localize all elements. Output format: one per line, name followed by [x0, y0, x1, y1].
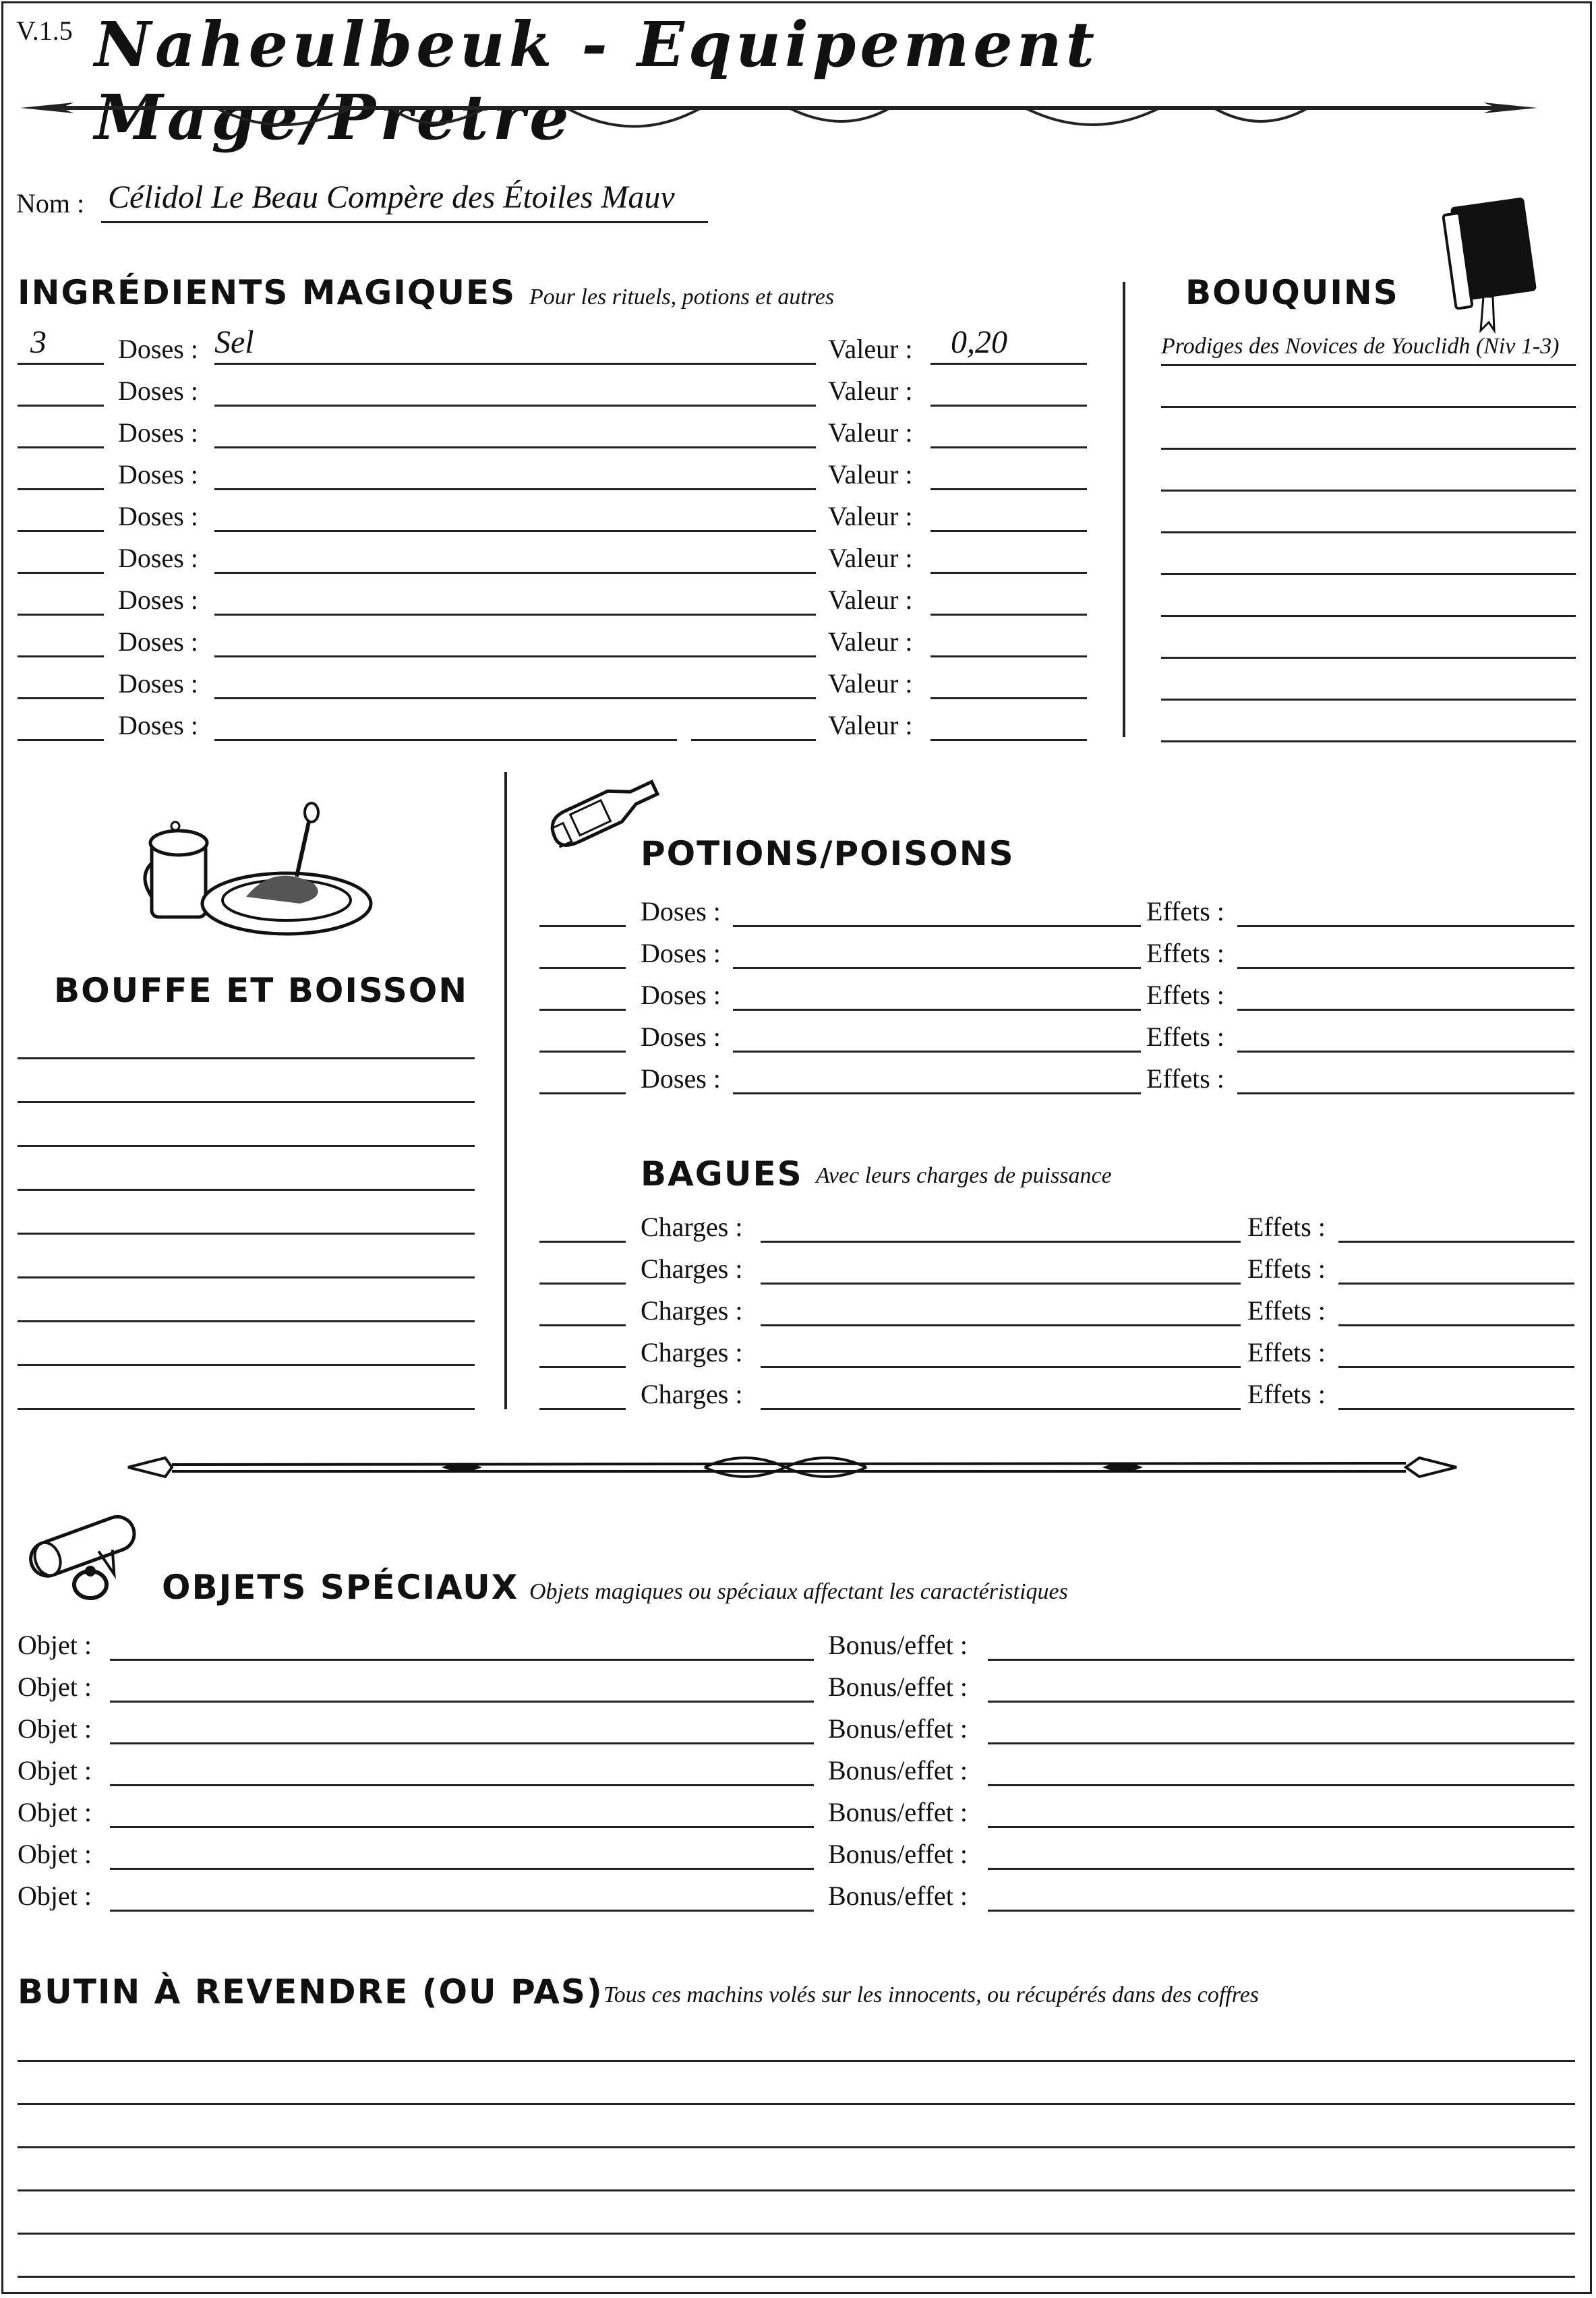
rings-title: BAGUES: [641, 1154, 803, 1194]
potion-name-field[interactable]: [733, 925, 1141, 927]
potion-effects-label: Effets :: [1146, 938, 1224, 968]
ingredient-name-field[interactable]: [214, 446, 816, 448]
special-subtitle: Objets magiques ou spéciaux affectant les caractéristiques: [529, 1579, 1068, 1604]
object-field[interactable]: [110, 1826, 814, 1828]
bonus-field[interactable]: [988, 1701, 1574, 1703]
book-line[interactable]: [1161, 699, 1576, 701]
book-line[interactable]: [1161, 406, 1576, 408]
staff-divider-icon: [125, 1448, 1460, 1489]
value-label: Valeur :: [828, 417, 913, 448]
potion-effects-field[interactable]: [1237, 1051, 1574, 1053]
bonus-label: Bonus/effet :: [828, 1839, 968, 1869]
bonus-label: Bonus/effet :: [828, 1630, 968, 1660]
potion-doses-label: Doses :: [641, 896, 721, 926]
ring-qty-field[interactable]: [539, 1408, 626, 1410]
object-label: Objet :: [18, 1839, 92, 1869]
bonus-field[interactable]: [988, 1826, 1574, 1828]
ingredient-name-field[interactable]: [214, 655, 816, 657]
food-plate-icon: [138, 802, 374, 944]
potion-doses-label: Doses :: [641, 1022, 721, 1052]
scroll-ring-icon: [16, 1509, 151, 1610]
food-line[interactable]: [18, 1276, 475, 1278]
food-line[interactable]: [18, 1364, 475, 1366]
ingredients-subtitle: Pour les rituels, potions et autres: [529, 285, 835, 310]
doses-label: Doses :: [118, 501, 198, 531]
potions-title: POTIONS/POISONS: [641, 834, 1015, 873]
doses-label: Doses :: [118, 334, 198, 364]
object-label: Objet :: [18, 1755, 92, 1786]
food-title: BOUFFE ET BOISSON: [54, 971, 469, 1010]
ingredient-name-field[interactable]: [214, 363, 816, 365]
ring-effects-field[interactable]: [1338, 1283, 1574, 1285]
bonus-label: Bonus/effet :: [828, 1713, 968, 1744]
potion-doses-label: Doses :: [641, 1063, 721, 1094]
bonus-field[interactable]: [988, 1659, 1574, 1661]
book-line[interactable]: [1161, 615, 1576, 617]
ingredients-books-divider: [1123, 282, 1125, 737]
ingredient-name-field[interactable]: [214, 739, 677, 741]
potion-doses-label: Doses :: [641, 980, 721, 1010]
value-label: Valeur :: [828, 376, 913, 406]
ring-effects-label: Effets :: [1247, 1337, 1326, 1367]
doses-label: Doses :: [118, 459, 198, 490]
object-field[interactable]: [110, 1701, 814, 1703]
page-title: Naheulbeuk - Equipement Mage/Pretre: [94, 8, 1099, 154]
ingredient-name-field[interactable]: [214, 614, 816, 616]
loot-line[interactable]: [18, 2233, 1575, 2235]
doses-label: Doses :: [118, 710, 198, 740]
ingredient-value-field[interactable]: [930, 572, 1087, 574]
bonus-label: Bonus/effet :: [828, 1881, 968, 1911]
potion-effects-label: Effets :: [1146, 980, 1224, 1010]
object-field[interactable]: [110, 1910, 814, 1912]
ring-charges-label: Charges :: [641, 1295, 743, 1326]
name-value[interactable]: Célidol Le Beau Compère des Étoiles Mauv: [108, 179, 675, 215]
value-label: Valeur :: [828, 585, 913, 615]
object-field[interactable]: [110, 1868, 814, 1870]
ring-charges-field[interactable]: [761, 1324, 1241, 1326]
ingredients-title: INGRÉDIENTS MAGIQUES: [18, 273, 516, 312]
loot-line[interactable]: [18, 2060, 1575, 2062]
ring-effects-label: Effets :: [1247, 1379, 1326, 1409]
ring-effects-label: Effets :: [1247, 1295, 1326, 1326]
loot-line[interactable]: [18, 2146, 1575, 2148]
book-line[interactable]: [1161, 740, 1576, 742]
food-line[interactable]: [18, 1145, 475, 1147]
book-line[interactable]: [1161, 531, 1576, 533]
potion-effects-field[interactable]: [1237, 1009, 1574, 1011]
ring-qty-field[interactable]: [539, 1366, 626, 1368]
ingredient-qty-field[interactable]: [18, 655, 104, 657]
loot-line[interactable]: [18, 2276, 1575, 2278]
ingredient-qty-value[interactable]: 3: [30, 324, 47, 360]
ingredient-name-field-extra[interactable]: [691, 739, 816, 741]
bonus-label: Bonus/effet :: [828, 1797, 968, 1827]
value-label: Valeur :: [828, 710, 913, 740]
book-line[interactable]: [1161, 364, 1576, 366]
object-label: Objet :: [18, 1797, 92, 1827]
ingredient-value-field[interactable]: [930, 739, 1087, 741]
ingredient-qty-field[interactable]: [18, 446, 104, 448]
potion-effects-label: Effets :: [1146, 1063, 1224, 1094]
loot-line[interactable]: [18, 2189, 1575, 2191]
ring-charges-label: Charges :: [641, 1254, 743, 1284]
ingredient-value-field[interactable]: [930, 655, 1087, 657]
ingredient-name-field[interactable]: [214, 697, 816, 699]
ingredient-qty-field[interactable]: [18, 488, 104, 490]
ingredient-value-field[interactable]: [930, 530, 1087, 532]
ingredient-name-field[interactable]: [214, 572, 816, 574]
potion-qty-field[interactable]: [539, 1092, 626, 1094]
potion-qty-field[interactable]: [539, 925, 626, 927]
special-title: OBJETS SPÉCIAUX: [162, 1568, 519, 1607]
book-line[interactable]: [1161, 573, 1576, 575]
ingredient-qty-field[interactable]: [18, 697, 104, 699]
ingredient-name-field[interactable]: [214, 488, 816, 490]
ring-charges-label: Charges :: [641, 1379, 743, 1409]
ring-charges-label: Charges :: [641, 1337, 743, 1367]
doses-label: Doses :: [118, 668, 198, 699]
ingredient-qty-field[interactable]: [18, 363, 104, 365]
ingredient-qty-field[interactable]: [18, 614, 104, 616]
book-line[interactable]: [1161, 448, 1576, 450]
value-label: Valeur :: [828, 501, 913, 531]
ingredient-qty-field[interactable]: [18, 739, 104, 741]
potion-name-field[interactable]: [733, 1051, 1141, 1053]
ring-effects-field[interactable]: [1338, 1366, 1574, 1368]
book-line[interactable]: [1161, 490, 1576, 492]
potion-effects-field[interactable]: [1237, 925, 1574, 927]
ingredient-value-field[interactable]: [930, 488, 1087, 490]
potion-effects-label: Effets :: [1146, 1022, 1224, 1052]
food-line[interactable]: [18, 1320, 475, 1322]
ring-effects-field[interactable]: [1338, 1324, 1574, 1326]
books-title: BOUQUINS: [1185, 273, 1399, 312]
loot-line[interactable]: [18, 2103, 1575, 2105]
potion-name-field[interactable]: [733, 1092, 1141, 1094]
bonus-label: Bonus/effet :: [828, 1672, 968, 1702]
bonus-field[interactable]: [988, 1868, 1574, 1870]
name-label: Nom :: [16, 188, 85, 218]
potion-name-field[interactable]: [733, 1009, 1141, 1011]
book-entry-1[interactable]: Prodiges des Novices de Youclidh (Niv 1-3): [1161, 334, 1560, 359]
bonus-field[interactable]: [988, 1742, 1574, 1744]
object-label: Objet :: [18, 1672, 92, 1702]
ingredient-value-field[interactable]: [930, 697, 1087, 699]
potion-effects-label: Effets :: [1146, 896, 1224, 926]
ring-qty-field[interactable]: [539, 1283, 626, 1285]
value-label: Valeur :: [828, 626, 913, 657]
potion-qty-field[interactable]: [539, 1051, 626, 1053]
ingredient-value-value[interactable]: 0,20: [951, 324, 1007, 360]
value-label: Valeur :: [828, 543, 913, 573]
ingredient-qty-field[interactable]: [18, 405, 104, 407]
potion-qty-field[interactable]: [539, 1009, 626, 1011]
book-line[interactable]: [1161, 657, 1576, 659]
ingredient-value-field[interactable]: [930, 405, 1087, 407]
food-line[interactable]: [18, 1408, 475, 1410]
ring-qty-field[interactable]: [539, 1324, 626, 1326]
ring-effects-label: Effets :: [1247, 1254, 1326, 1284]
loot-subtitle: Tous ces machins volés sur les innocents, ou récupérés dans des coffres: [603, 1982, 1260, 2007]
bonus-label: Bonus/effet :: [828, 1755, 968, 1786]
version-label: V.1.5: [16, 16, 73, 46]
food-line[interactable]: [18, 1101, 475, 1103]
rings-subtitle: Avec leurs charges de puissance: [816, 1163, 1112, 1188]
object-field[interactable]: [110, 1784, 814, 1786]
spear-divider-icon: [13, 88, 1537, 142]
ingredient-value-field[interactable]: [930, 363, 1087, 365]
food-line[interactable]: [18, 1057, 475, 1059]
ingredient-name-field[interactable]: [214, 530, 816, 532]
object-field[interactable]: [110, 1742, 814, 1744]
ingredient-qty-field[interactable]: [18, 572, 104, 574]
ingredient-value-field[interactable]: [930, 446, 1087, 448]
potion-qty-field[interactable]: [539, 967, 626, 969]
ingredient-name-field[interactable]: [214, 405, 816, 407]
doses-label: Doses :: [118, 626, 198, 657]
doses-label: Doses :: [118, 585, 198, 615]
object-label: Objet :: [18, 1713, 92, 1744]
ring-effects-field[interactable]: [1338, 1408, 1574, 1410]
potion-name-field[interactable]: [733, 967, 1141, 969]
value-label: Valeur :: [828, 668, 913, 699]
object-field[interactable]: [110, 1659, 814, 1661]
book-icon: [1436, 196, 1544, 330]
ring-charges-label: Charges :: [641, 1212, 743, 1242]
doses-label: Doses :: [118, 417, 198, 448]
ring-qty-field[interactable]: [539, 1241, 626, 1243]
ring-charges-field[interactable]: [761, 1283, 1241, 1285]
value-label: Valeur :: [828, 459, 913, 490]
object-label: Objet :: [18, 1881, 92, 1911]
potion-effects-field[interactable]: [1237, 967, 1574, 969]
ring-charges-field[interactable]: [761, 1408, 1241, 1410]
food-potions-divider: [504, 772, 507, 1409]
ingredient-name-value[interactable]: Sel: [214, 324, 254, 360]
ingredient-qty-field[interactable]: [18, 530, 104, 532]
doses-label: Doses :: [118, 376, 198, 406]
name-underline: [101, 221, 708, 223]
bonus-field[interactable]: [988, 1784, 1574, 1786]
potion-doses-label: Doses :: [641, 938, 721, 968]
food-line[interactable]: [18, 1233, 475, 1235]
ring-effects-label: Effets :: [1247, 1212, 1326, 1242]
doses-label: Doses :: [118, 543, 198, 573]
bonus-field[interactable]: [988, 1910, 1574, 1912]
potion-effects-field[interactable]: [1237, 1092, 1574, 1094]
food-line[interactable]: [18, 1189, 475, 1191]
ring-charges-field[interactable]: [761, 1241, 1241, 1243]
object-label: Objet :: [18, 1630, 92, 1660]
loot-title: BUTIN À REVENDRE (OU PAS): [18, 1972, 603, 2011]
value-label: Valeur :: [828, 334, 913, 364]
ring-charges-field[interactable]: [761, 1366, 1241, 1368]
ingredient-value-field[interactable]: [930, 614, 1087, 616]
ring-effects-field[interactable]: [1338, 1241, 1574, 1243]
